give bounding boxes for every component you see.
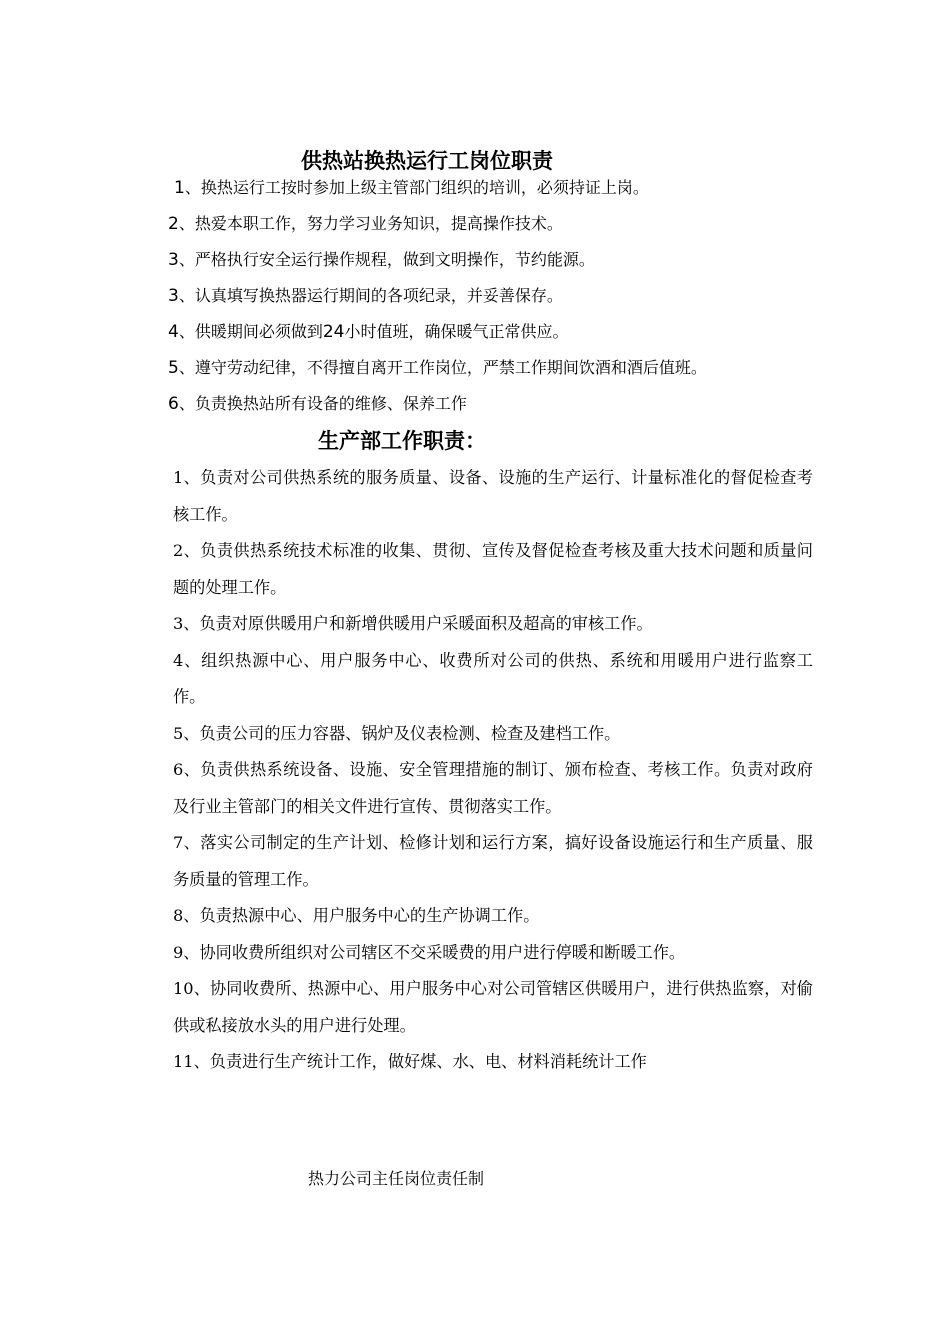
item-number: 3: [168, 286, 179, 306]
section2-duty-list: [173, 460, 813, 1081]
list-item: [168, 212, 818, 248]
section1-duty-list: [168, 176, 818, 428]
item-text: 、认真填写换热器运行期间的各项纪录，并妥善保存。: [178, 286, 563, 305]
item-number: 3: [168, 250, 179, 270]
item-text: 、换热运行工按时参加上级主管部门组织的培训，必须持证上岗。: [184, 178, 649, 197]
hours-number: 24: [322, 322, 345, 342]
list-item: 3、负责对原供暖用户和新增供暖用户采暖面积及超高的审核工作。: [173, 614, 653, 633]
list-item: 2、负责供热系统技术标准的收集、贯彻、宣传及督促检查考核及重大技术问题和质量问题的处理工作。: [173, 541, 813, 597]
item-text-tail: 小时值班，确保暖气正常供应。: [344, 322, 569, 341]
list-item: 7、落实公司制定的生产计划、检修计划和运行方案，搞好设备设施运行和生产质量、服务质量的管理工作。: [173, 833, 813, 889]
list-item: 9、协同收费所组织对公司辖区不交采暖费的用户进行停暖和断暖工作。: [173, 942, 686, 962]
item-number: 4: [168, 322, 179, 342]
item-text: 、热爱本职工作，努力学习业务知识，提高操作技术。: [178, 214, 563, 233]
item-text: 、供暖期间必须做到: [178, 322, 323, 341]
list-item: 10、协同收费所、热源中心、用户服务中心对公司管辖区供暖用户，进行供热监察，对偷供或私接放水头的用户进行处理。: [173, 979, 813, 1035]
list-item: [168, 248, 818, 284]
list-item: [168, 320, 818, 356]
list-item: 8、负责热源中心、用户服务中心的生产协调工作。: [173, 906, 540, 925]
item-number: 6: [168, 394, 179, 414]
list-item: 1、负责对公司供热系统的服务质量、设备、设施的生产运行、计量标准化的督促检查考核工作。: [173, 468, 813, 524]
section2-title: 生产部工作职责：: [318, 428, 486, 453]
item-text: 、严格执行安全运行操作规程，做到文明操作，节约能源。: [178, 250, 595, 269]
list-item: 5、负责公司的压力容器、锅炉及仪表检测、检查及建档工作。: [173, 723, 621, 743]
list-item: [168, 284, 818, 320]
footer-heading: 热力公司主任岗位责任制: [308, 1169, 485, 1188]
list-item: 4、组织热源中心、用户服务中心、收费所对公司的供热、系统和用暖用户进行监察工作。: [173, 650, 813, 706]
list-item: 6、负责供热系统设备、设施、安全管理措施的制订、颁布检查、考核工作。负责对政府及行业主管部门的相关文件进行宣传、贯彻落实工作。: [173, 760, 813, 816]
item-text: 、遵守劳动纪律，不得擅自离开工作岗位，严禁工作期间饮酒和酒后值班。: [178, 358, 707, 377]
section1-title: 供热站换热运行工岗位职责: [301, 148, 553, 173]
item-number: 5: [168, 358, 179, 378]
list-item: 11、负责进行生产统计工作，做好煤、水、电、材料消耗统计工作: [173, 1052, 647, 1071]
item-text: 、负责换热站所有设备的维修、保养工作: [178, 394, 467, 413]
list-item: [168, 392, 818, 428]
item-number: 1: [174, 178, 185, 198]
list-item: [168, 356, 818, 392]
list-item: [168, 176, 818, 212]
item-number: 2: [168, 214, 179, 234]
